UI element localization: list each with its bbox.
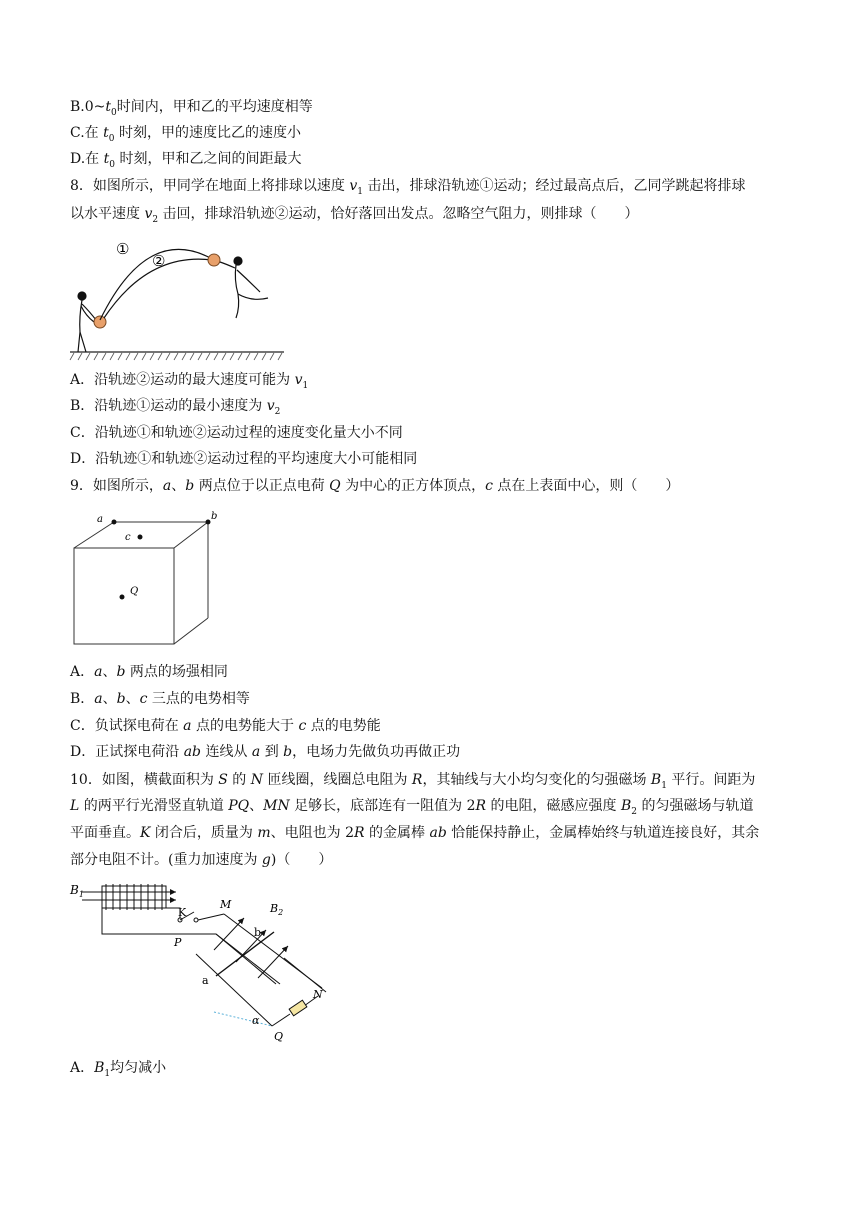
point-q [120, 595, 125, 600]
point-c [138, 535, 143, 540]
q8-stem-line1: 8．如图所示，甲同学在地面上将排球以速度 $v_1$ 击出，排球沿轨迹①运动；经过最高点后，乙同学跳起将排球 [70, 178, 746, 197]
svg-text:Q: Q [130, 586, 139, 597]
q9-option-d[interactable]: D．正试探电荷沿 ab 连线从 a 到 b，电场力先做负功再做正功 [70, 744, 461, 760]
svg-text:a: a [97, 514, 103, 525]
svg-text:b: b [211, 511, 218, 522]
q8-option-a[interactable]: A．沿轨迹②运动的最大速度可能为 $v_1$ [70, 372, 309, 391]
resistor [289, 1000, 307, 1016]
svg-text:K: K [178, 906, 187, 919]
svg-text:α: α [252, 1014, 260, 1027]
svg-text:P: P [174, 936, 182, 949]
q9-option-b[interactable]: B．a、b、c 三点的电势相等 [70, 691, 250, 707]
q7-option-b[interactable]: $B.0\sim t_0$时间内，甲和乙的平均速度相等 [70, 99, 313, 118]
q10-stem-line1: 10．如图，横截面积为 S 的 N 匝线圈，线圈总电阻为 R，其轴线与大小均匀变化的匀强磁场 $B_1$ 平行。间距为 [70, 772, 756, 791]
q8-option-d[interactable]: D．沿轨迹①和轨迹②运动过程的平均速度大小可能相同 [70, 451, 418, 467]
q9-option-a[interactable]: A．a、b 两点的场强相同 [70, 664, 228, 680]
svg-text:a: a [202, 974, 209, 987]
point-a [112, 520, 117, 525]
svg-text:M: M [220, 898, 232, 911]
svg-text:B1: $B_1$ [70, 883, 84, 899]
q10-stem-line4: 部分电阻不计。(重力加速度为 g)（ ） [70, 852, 333, 868]
q10-option-a[interactable]: A．$B_1$均匀减小 [70, 1060, 167, 1079]
q9-cube-figure [68, 508, 228, 650]
q10-stem-line2: L 的两平行光滑竖直轨道 PQ、MN 足够长，底部连有一阻值为 2R 的电阻，磁感应强度 $B_2$ 的匀强磁场与轨道 [70, 798, 754, 817]
svg-text:b: b [254, 926, 262, 939]
q10-stem-line3: 平面垂直。K 闭合后，质量为 m、电阻也为 2R 的金属棒 ab 恰能保持静止，金属棒始终与轨道连接良好，其余 [70, 825, 760, 841]
svg-text:c: c [125, 532, 131, 543]
q7-option-d[interactable]: D.在 $t_0$ 时刻，甲和乙之间的间距最大 [70, 151, 302, 170]
svg-text:N: N [313, 988, 323, 1001]
track-1-label: ① [116, 240, 130, 258]
q9-option-c[interactable]: C．负试探电荷在 a 点的电势能大于 c 点的电势能 [70, 718, 381, 734]
svg-text:B2: $B_2$ [270, 902, 284, 917]
q7-option-c[interactable]: C.在 $t_0$ 时刻，甲的速度比乙的速度小 [70, 125, 301, 144]
point-b [206, 520, 211, 525]
person-jia [78, 292, 96, 352]
q8-stem-line2: 以水平速度 $v_2$ 击回，排球沿轨迹②运动，恰好落回出发点。忽略空气阻力，则排球（ ） [70, 206, 639, 225]
person-yi [220, 257, 268, 318]
horizontal-reference [214, 1012, 272, 1026]
q9-stem: 9．如图所示，a、b 两点位于以正点电荷 Q 为中心的正方体顶点，c 点在上表面中心，则（ ） [70, 478, 680, 494]
q8-option-c[interactable]: C．沿轨迹①和轨迹②运动过程的速度变化量大小不同 [70, 425, 403, 441]
q8-option-b[interactable]: B．沿轨迹①运动的最小速度为 $v_2$ [70, 398, 281, 417]
track-2-label: ② [152, 252, 166, 270]
q10-circuit-figure [68, 878, 348, 1050]
q8-volleyball-figure [68, 232, 288, 364]
volleyball-top [208, 254, 220, 266]
svg-text:Q: Q [274, 1030, 284, 1043]
coil [102, 884, 166, 910]
